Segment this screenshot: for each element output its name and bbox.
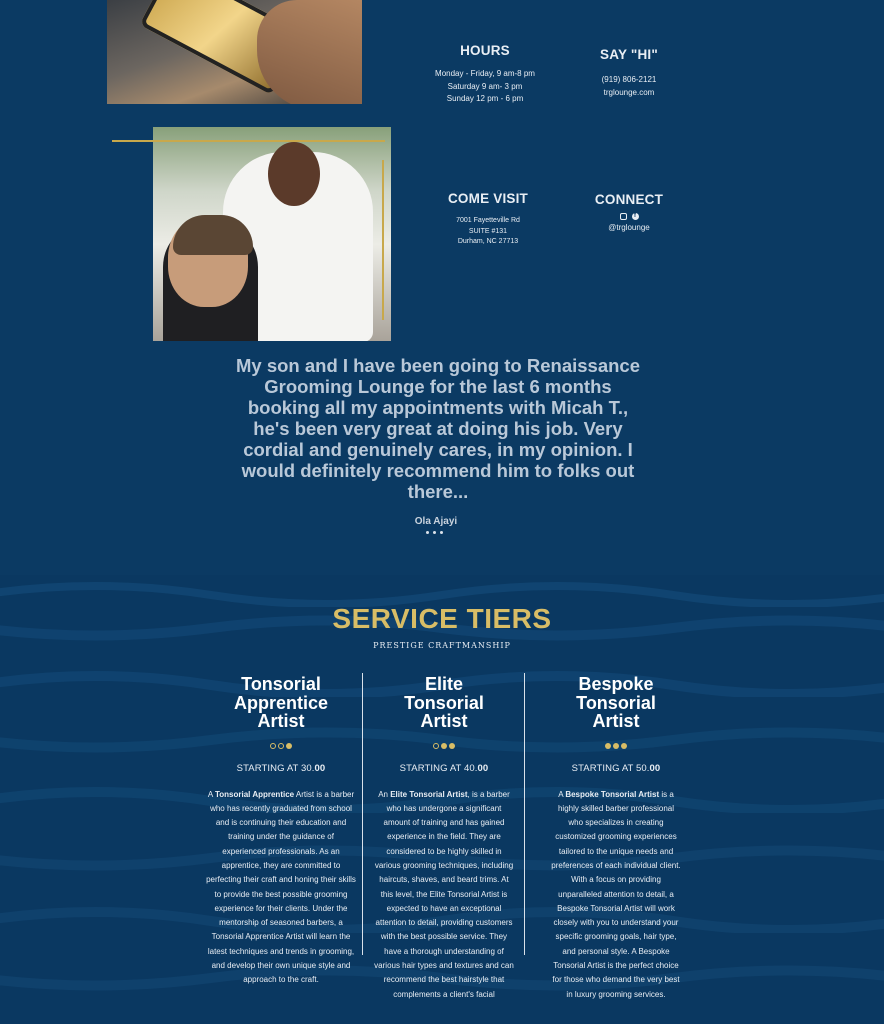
connect-block [569, 192, 689, 235]
say-hi-title: SAY "HI" [600, 47, 658, 62]
pagination-dot[interactable] [433, 531, 436, 534]
say-hi-block [569, 47, 689, 99]
testimonial-author: Ola Ajayi [414, 516, 458, 527]
tier-price: STARTING AT 30.00 [236, 762, 326, 774]
address-line: 7001 Fayetteville Rd [456, 217, 520, 224]
barber-clipper-photo [107, 0, 362, 104]
tier-price: STARTING AT 50.00 [571, 762, 661, 774]
phone-link[interactable]: (919) 806-2121 [601, 75, 657, 84]
tier-description: A Tonsorial Apprentice Artist is a barber who has recently graduated from school and is continuing their education and training under the guidance of experienced professionals. As an apprentice, they are committed to perfecting their craft and honing their skills to provide the best possible grooming experience for their clients. Under the mentorship of seasoned barbers, a Tonsorial Apprentice Artist will learn the latest techniques and trends in grooming, and develop their own unique style and approach to the craft. [206, 789, 356, 985]
tier-name: Tonsorial Apprentice Artist [233, 674, 329, 731]
pagination-dot[interactable] [426, 531, 429, 534]
tier-description: An Elite Tonsorial Artist, is a barber who has undergone a significant amount of training and has gained experience in the field. They are considered to be highly skilled in various grooming techniques, including haircuts, shaves, and beard trims. At this level, the Elite Tonsorial Artist is expected to have an exceptional attention to detail, providing customers with the best possible service. They have a thorough understanding of various hair types and textures and can recommend the best hairstyle that complements a client's facial [374, 789, 514, 999]
hours-line: Sunday 12 pm - 6 pm [446, 94, 524, 103]
hours-block [415, 43, 555, 106]
gold-frame-line [382, 160, 384, 320]
column-divider [524, 673, 525, 955]
tier-elite [364, 675, 524, 1002]
tier-apprentice [201, 675, 361, 988]
tier-name: Bespoke Tonsorial Artist [576, 674, 656, 731]
address-line: Durham, NC 27713 [457, 238, 519, 245]
visit-block [418, 191, 558, 248]
column-divider [362, 673, 363, 955]
connect-title: CONNECT [594, 192, 664, 207]
hours-line: Saturday 9 am- 3 pm [447, 81, 523, 91]
address-line: SUITE #131 [468, 227, 508, 235]
hours-line: Monday - Friday, 9 am-8 pm [435, 69, 535, 78]
barber-cutting-hair-photo [153, 127, 391, 341]
tier-bespoke [536, 675, 696, 1002]
tier-price: STARTING AT 40.00 [399, 762, 489, 774]
tier-description: A Bespoke Tonsorial Artist is a highly skilled barber professional who specializes in creating customized grooming experiences tailored to the unique needs and preferences of each individual client. With a focus on providing unparalleled attention to detail, a Bespoke Tonsorial Artist will work closely with you to understand your specific grooming goals, hair type, and personal style. A Bespoke Tonsorial Artist is the perfect choice for those who demand the very best in luxury grooming services. [551, 789, 681, 999]
service-tiers-title: SERVICE TIERS [332, 603, 552, 634]
gold-frame-line [112, 140, 385, 142]
service-tiers-subtitle: PRESTIGE CRAFTMANSHIP [373, 641, 511, 650]
tier-name: Elite Tonsorial Artist [404, 674, 484, 731]
tier-rating [201, 743, 361, 749]
instagram-icon[interactable] [620, 213, 627, 220]
social-handle-link[interactable]: @trglounge [608, 223, 650, 232]
tier-rating [536, 743, 696, 749]
visit-title: COME VISIT [447, 191, 528, 206]
testimonial-pagination[interactable] [426, 531, 443, 534]
testimonial-quote: My son and I have been going to Renaissance Grooming Lounge for the last 6 months booking all my appointments with Micah T., he's been very great at doing his job. Very cordial and genuinely cares, in my opinion. I would definitely recommend him to folks out there... [235, 355, 640, 502]
hours-title: HOURS [460, 43, 510, 58]
website-link[interactable]: trglounge.com [603, 87, 655, 97]
facebook-icon[interactable]: f [632, 213, 639, 220]
pagination-dot[interactable] [440, 531, 443, 534]
tier-rating [364, 743, 524, 749]
